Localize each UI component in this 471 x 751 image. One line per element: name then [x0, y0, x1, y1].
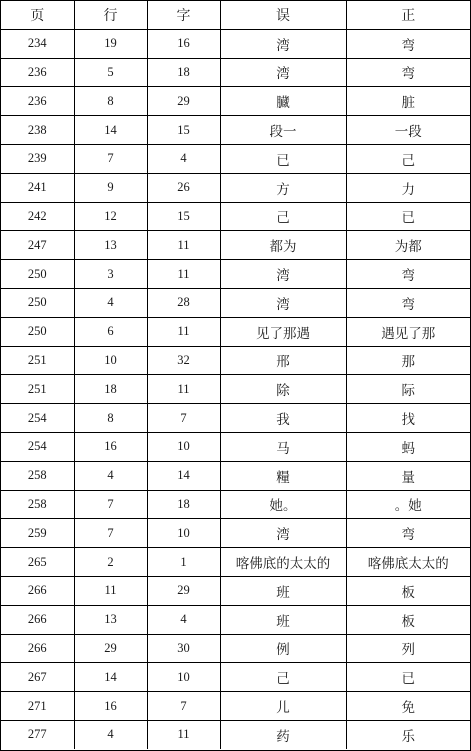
correct-cell: 弯 — [346, 519, 470, 548]
wrong-cell: 见了那遇 — [220, 317, 346, 346]
wrong-cell: 方 — [220, 173, 346, 202]
table-row — [1, 692, 470, 721]
table-row — [1, 663, 470, 692]
line-cell: 11 — [74, 576, 147, 605]
header-row — [1, 1, 470, 29]
wrong-cell: 湾 — [220, 260, 346, 289]
line-cell: 6 — [74, 317, 147, 346]
header-correct: 正 — [346, 1, 470, 29]
errata-table — [1, 1, 470, 749]
table-row — [1, 720, 470, 748]
line-cell: 14 — [74, 116, 147, 145]
wrong-cell: 儿 — [220, 692, 346, 721]
line-cell: 13 — [74, 231, 147, 260]
line-cell: 13 — [74, 605, 147, 634]
char-cell: 11 — [147, 720, 220, 748]
line-cell: 4 — [74, 288, 147, 317]
char-cell: 1 — [147, 548, 220, 577]
page-cell: 238 — [1, 116, 74, 145]
header-page: 页 — [1, 1, 74, 29]
char-cell: 16 — [147, 29, 220, 58]
correct-cell: 喀佛底太太的 — [346, 548, 470, 577]
correct-cell: 己 — [346, 144, 470, 173]
table-row — [1, 375, 470, 404]
char-cell: 11 — [147, 231, 220, 260]
page-cell: 250 — [1, 288, 74, 317]
page-cell: 267 — [1, 663, 74, 692]
correct-cell: 遇见了那 — [346, 317, 470, 346]
wrong-cell: 臓 — [220, 87, 346, 116]
correct-cell: 免 — [346, 692, 470, 721]
page-cell: 247 — [1, 231, 74, 260]
table-row — [1, 576, 470, 605]
line-cell: 14 — [74, 663, 147, 692]
page-cell: 254 — [1, 432, 74, 461]
correct-cell: 为都 — [346, 231, 470, 260]
correct-cell: 力 — [346, 173, 470, 202]
char-cell: 4 — [147, 144, 220, 173]
table-row — [1, 317, 470, 346]
correct-cell: 已 — [346, 202, 470, 231]
char-cell: 29 — [147, 87, 220, 116]
errata-body — [1, 29, 470, 748]
line-cell: 4 — [74, 720, 147, 748]
page-cell: 241 — [1, 173, 74, 202]
line-cell: 10 — [74, 346, 147, 375]
char-cell: 10 — [147, 663, 220, 692]
line-cell: 5 — [74, 58, 147, 87]
table-row — [1, 144, 470, 173]
correct-cell: 弯 — [346, 260, 470, 289]
table-row — [1, 288, 470, 317]
char-cell: 11 — [147, 375, 220, 404]
page-cell: 250 — [1, 260, 74, 289]
line-cell: 16 — [74, 692, 147, 721]
char-cell: 26 — [147, 173, 220, 202]
line-cell: 4 — [74, 461, 147, 490]
page-cell: 251 — [1, 346, 74, 375]
wrong-cell: 喀佛底的太太的 — [220, 548, 346, 577]
table-row — [1, 346, 470, 375]
page-cell: 242 — [1, 202, 74, 231]
table-row — [1, 404, 470, 433]
page-cell: 265 — [1, 548, 74, 577]
page-cell: 254 — [1, 404, 74, 433]
wrong-cell: 湾 — [220, 288, 346, 317]
header-line: 行 — [74, 1, 147, 29]
correct-cell: 板 — [346, 605, 470, 634]
correct-cell: 已 — [346, 663, 470, 692]
wrong-cell: 己 — [220, 663, 346, 692]
char-cell: 28 — [147, 288, 220, 317]
page-cell: 251 — [1, 375, 74, 404]
wrong-cell: 药 — [220, 720, 346, 748]
wrong-cell: 除 — [220, 375, 346, 404]
char-cell: 10 — [147, 432, 220, 461]
page-cell: 236 — [1, 58, 74, 87]
wrong-cell: 我 — [220, 404, 346, 433]
char-cell: 15 — [147, 116, 220, 145]
table-row — [1, 260, 470, 289]
char-cell: 7 — [147, 404, 220, 433]
wrong-cell: 湾 — [220, 58, 346, 87]
char-cell: 4 — [147, 605, 220, 634]
char-cell: 15 — [147, 202, 220, 231]
line-cell: 12 — [74, 202, 147, 231]
correct-cell: 蚂 — [346, 432, 470, 461]
page-cell: 266 — [1, 576, 74, 605]
page-cell: 271 — [1, 692, 74, 721]
line-cell: 7 — [74, 519, 147, 548]
page-cell: 239 — [1, 144, 74, 173]
wrong-cell: 湾 — [220, 519, 346, 548]
wrong-cell: 班 — [220, 605, 346, 634]
table-row — [1, 461, 470, 490]
page-cell: 266 — [1, 605, 74, 634]
wrong-cell: 例 — [220, 634, 346, 663]
table-row — [1, 231, 470, 260]
correct-cell: 那 — [346, 346, 470, 375]
char-cell: 11 — [147, 317, 220, 346]
correct-cell: 一段 — [346, 116, 470, 145]
line-cell: 2 — [74, 548, 147, 577]
char-cell: 32 — [147, 346, 220, 375]
table-row — [1, 634, 470, 663]
char-cell: 10 — [147, 519, 220, 548]
correct-cell: 脏 — [346, 87, 470, 116]
page-cell: 258 — [1, 490, 74, 519]
correct-cell: 际 — [346, 375, 470, 404]
table-row — [1, 519, 470, 548]
line-cell: 9 — [74, 173, 147, 202]
correct-cell: 乐 — [346, 720, 470, 748]
wrong-cell: 班 — [220, 576, 346, 605]
correct-cell: 弯 — [346, 58, 470, 87]
wrong-cell: 邢 — [220, 346, 346, 375]
header-wrong: 误 — [220, 1, 346, 29]
line-cell: 18 — [74, 375, 147, 404]
page-cell: 234 — [1, 29, 74, 58]
line-cell: 8 — [74, 87, 147, 116]
correct-cell: 板 — [346, 576, 470, 605]
table-row — [1, 202, 470, 231]
correct-cell: 找 — [346, 404, 470, 433]
wrong-cell: 都为 — [220, 231, 346, 260]
char-cell: 29 — [147, 576, 220, 605]
wrong-cell: 马 — [220, 432, 346, 461]
page-cell: 250 — [1, 317, 74, 346]
line-cell: 19 — [74, 29, 147, 58]
table-row — [1, 87, 470, 116]
page-cell: 277 — [1, 720, 74, 748]
line-cell: 16 — [74, 432, 147, 461]
page-cell: 259 — [1, 519, 74, 548]
wrong-cell: 她。 — [220, 490, 346, 519]
line-cell: 29 — [74, 634, 147, 663]
table-row — [1, 490, 470, 519]
table-row — [1, 432, 470, 461]
table-row — [1, 173, 470, 202]
char-cell: 18 — [147, 58, 220, 87]
correct-cell: 列 — [346, 634, 470, 663]
header-char: 字 — [147, 1, 220, 29]
table-row — [1, 605, 470, 634]
table-row — [1, 548, 470, 577]
correct-cell: 。她 — [346, 490, 470, 519]
table-row — [1, 29, 470, 58]
char-cell: 14 — [147, 461, 220, 490]
char-cell: 30 — [147, 634, 220, 663]
line-cell: 7 — [74, 144, 147, 173]
page-cell: 236 — [1, 87, 74, 116]
page-cell: 266 — [1, 634, 74, 663]
wrong-cell: 己 — [220, 202, 346, 231]
table-row — [1, 58, 470, 87]
wrong-cell: 湾 — [220, 29, 346, 58]
line-cell: 8 — [74, 404, 147, 433]
correct-cell: 量 — [346, 461, 470, 490]
wrong-cell: 糧 — [220, 461, 346, 490]
page-cell: 258 — [1, 461, 74, 490]
wrong-cell: 段一 — [220, 116, 346, 145]
char-cell: 18 — [147, 490, 220, 519]
table-row — [1, 116, 470, 145]
wrong-cell: 已 — [220, 144, 346, 173]
line-cell: 3 — [74, 260, 147, 289]
correct-cell: 弯 — [346, 29, 470, 58]
char-cell: 7 — [147, 692, 220, 721]
correct-cell: 弯 — [346, 288, 470, 317]
line-cell: 7 — [74, 490, 147, 519]
char-cell: 11 — [147, 260, 220, 289]
